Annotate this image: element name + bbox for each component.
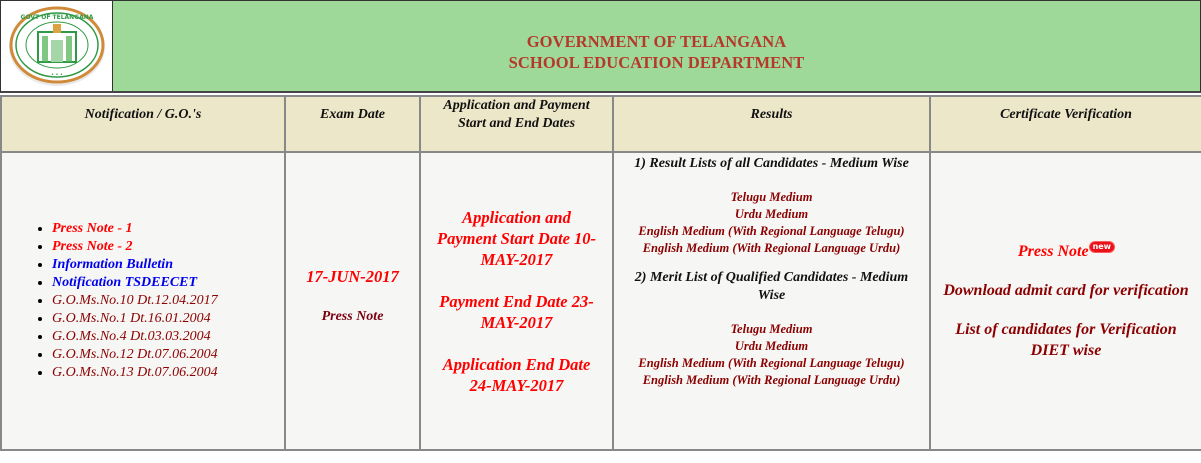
exam-info-table [0,95,1201,451]
svg-text:• • •: • • • [50,72,63,78]
exam-date-cell [285,152,420,450]
list-item [52,292,284,310]
notification-list [2,220,284,382]
result-urdu-medium-link[interactable]: Urdu Medium [734,207,809,221]
column-header-application-dates: Application and Payment Start and End Dates [420,96,613,152]
notifications-cell [1,152,285,450]
results-cell [613,152,930,450]
go-ms-13-link[interactable]: G.O.Ms.No.13 Dt.07.06.2004 [52,365,218,380]
result-lists-heading: 1) Result Lists of all Candidates - Medium Wise [634,156,909,171]
list-item [52,310,284,328]
verification-candidates-list-link[interactable]: List of candidates for Verification DIET wise [955,321,1177,359]
new-badge-icon: new [1090,242,1115,252]
header-title [113,1,1200,91]
title-line-department: SCHOOL EDUCATION DEPARTMENT [508,53,805,72]
telangana-emblem-logo [7,4,107,88]
exam-press-note-link[interactable]: Press Note [321,309,384,324]
application-dates [421,207,612,396]
table-header-row [1,96,1201,152]
merit-english-urdu-link[interactable]: English Medium (With Regional Language Urdu) [642,373,901,387]
go-ms-4-link[interactable]: G.O.Ms.No.4 Dt.03.03.2004 [52,329,211,344]
list-item [52,364,284,382]
list-item [52,328,284,346]
column-header-certificate-verification: Certificate Verification [930,96,1201,152]
press-note-1-link[interactable]: Press Note - 1 [52,221,133,236]
merit-list-heading: 2) Merit List of Qualified Candidates - Medium Wise [634,270,909,303]
application-dates-cell [420,152,613,450]
column-header-notification: Notification / G.O.'s [1,96,285,152]
go-ms-12-link[interactable]: G.O.Ms.No.12 Dt.07.06.2004 [52,347,218,362]
merit-telugu-medium-link[interactable]: Telugu Medium [730,322,813,336]
list-item [52,238,284,256]
merit-urdu-medium-link[interactable]: Urdu Medium [734,339,809,353]
cert-press-note-link[interactable]: Press Note [1017,243,1089,260]
go-ms-10-link[interactable]: G.O.Ms.No.10 Dt.12.04.2017 [52,293,218,308]
download-admit-card-link[interactable]: Download admit card for verification [943,282,1189,299]
list-item [52,220,284,238]
result-lists-links [614,189,929,257]
merit-english-telugu-link[interactable]: English Medium (With Regional Language Telugu) [638,356,905,370]
merit-list-links [614,321,929,389]
payment-end-date: Payment End Date 23-MAY-2017 [439,291,594,332]
certificate-verification-cell [930,152,1201,450]
list-item [52,274,284,292]
table-row [1,152,1201,450]
logo-cell [1,1,113,91]
column-header-results: Results [613,96,930,152]
title-line-government: GOVERNMENT OF TELANGANA [526,32,787,51]
go-ms-1-link[interactable]: G.O.Ms.No.1 Dt.16.01.2004 [52,311,211,326]
list-item [52,256,284,274]
application-start-date: Application and Payment Start Date 10-MAY-2017 [436,207,597,269]
list-item [52,346,284,364]
information-bulletin-link[interactable]: Information Bulletin [52,257,173,272]
result-telugu-medium-link[interactable]: Telugu Medium [730,190,813,204]
svg-text:GOVT OF TELANGANA: GOVT OF TELANGANA [20,14,93,21]
column-header-exam-date: Exam Date [285,96,420,152]
result-english-urdu-link[interactable]: English Medium (With Regional Language Urdu) [642,241,901,255]
exam-date: 17-JUN-2017 [306,267,399,286]
certificate-links [931,241,1201,361]
notification-tsdeecet-link[interactable]: Notification TSDEECET [52,275,198,290]
application-end-date: Application End Date 24-MAY-2017 [442,354,591,395]
press-note-2-link[interactable]: Press Note - 2 [52,239,133,254]
result-english-telugu-link[interactable]: English Medium (With Regional Language Telugu) [638,224,905,238]
page-header [0,0,1201,93]
